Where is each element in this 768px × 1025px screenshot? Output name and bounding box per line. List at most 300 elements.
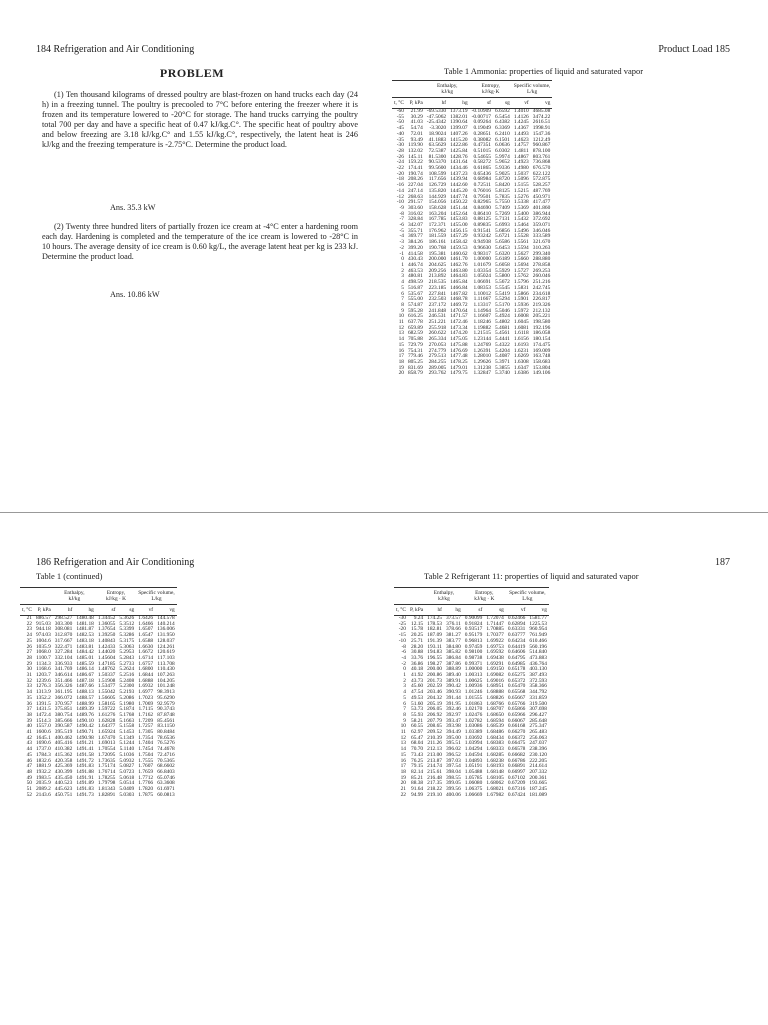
- col-hf: hf: [53, 605, 75, 616]
- table-cell: 6.0302: [494, 147, 510, 154]
- table-cell: 5.4924: [494, 313, 510, 320]
- table-cell: 65.0746: [157, 774, 175, 781]
- table-cell: 1467.82: [450, 290, 468, 297]
- table-cell: 1600.6: [35, 729, 51, 736]
- table-cell: 51: [26, 786, 32, 793]
- volume-group-header: Specific volume, L/kg: [136, 588, 177, 605]
- table-cell: 1.76714: [97, 768, 116, 775]
- table-cell: 5.5419: [494, 290, 510, 297]
- ammonia-table: [392, 80, 552, 377]
- table-cell: 1407.26: [450, 130, 468, 137]
- table-cell: 535.67: [407, 290, 423, 297]
- table-cell: 25: [26, 637, 32, 644]
- table-cell: 1.7659: [138, 768, 154, 775]
- table-cell: 117.656: [428, 176, 447, 183]
- table-cell: 251.221: [428, 319, 447, 326]
- table-cell: -24: [396, 159, 404, 166]
- table-cell: 1450.22: [450, 199, 468, 206]
- table-cell: 289.005: [428, 364, 447, 371]
- table-cell: 1.4010: [513, 108, 529, 114]
- table-cell: 140.214: [157, 620, 175, 627]
- table-cell: 610.466: [529, 637, 547, 644]
- table-cell: 0.65568: [507, 689, 526, 696]
- blank-header: [406, 81, 425, 98]
- table-cell: 361.195: [54, 689, 73, 696]
- table-cell: 132.02: [407, 147, 423, 154]
- running-header: 187: [715, 557, 730, 568]
- table-cell: 5.2843: [119, 654, 135, 661]
- table-cell: 107.263: [157, 672, 175, 679]
- table-cell: 1.4126: [513, 113, 529, 120]
- table-cell: 30.88: [411, 649, 424, 656]
- table-cell: 215.61: [427, 768, 442, 775]
- problem-1-answer: Ans. 35.3 kW: [110, 203, 156, 212]
- table-cell: 203.46: [427, 689, 442, 696]
- table-cell: 0.98738: [464, 654, 483, 661]
- table-cell: 1.78255: [97, 774, 116, 781]
- col-sg: sg: [117, 605, 136, 616]
- table-cell: 1478.25: [450, 358, 468, 365]
- table-cell: 1491.58: [76, 751, 94, 758]
- table-cell: 1.5901: [513, 296, 529, 303]
- table-cell: 1.68486: [486, 729, 504, 736]
- table-cell: -12: [396, 193, 404, 200]
- table-cell: 13: [398, 330, 404, 337]
- table-cell: 1239.6: [35, 677, 51, 684]
- table-cell: 0.66786: [507, 757, 526, 764]
- table-cell: 387.493: [529, 672, 547, 679]
- table-cell: 1.05191: [464, 763, 483, 770]
- table-cell: 1.16607: [473, 313, 491, 320]
- table-cell: 0.51015: [473, 147, 491, 154]
- table-cell: 342.07: [407, 222, 423, 229]
- table-cell: 960.954: [529, 626, 547, 633]
- table-cell: 5.4561: [494, 330, 510, 337]
- table-cell: 450.751: [54, 791, 73, 798]
- col-p: P, kPa: [408, 605, 425, 616]
- table-cell: 227.841: [428, 290, 447, 297]
- table-cell: 193.665: [529, 780, 547, 787]
- table-cell: 403.130: [529, 666, 547, 673]
- table-cell: -5: [399, 227, 404, 234]
- table-cell: 1469.72: [450, 301, 468, 308]
- col-t: t, °C: [394, 605, 408, 616]
- table-cell: 0.90099: [464, 615, 483, 621]
- table-cell: 436.764: [529, 660, 547, 667]
- table-cell: 1.5694: [513, 261, 529, 268]
- table-cell: 344.792: [529, 689, 547, 696]
- table-cell: 1.59722: [97, 706, 116, 713]
- table-cell: 193.11: [427, 643, 442, 650]
- table-cell: 1.56605: [97, 694, 116, 701]
- table-cell: 1.69922: [486, 637, 504, 644]
- table-cell: 291.57: [407, 199, 423, 206]
- table-cell: 1.4811: [514, 147, 529, 154]
- table-cell: 29: [26, 660, 32, 667]
- table-cell: 117.103: [157, 654, 175, 661]
- table-cell: -20: [396, 170, 404, 177]
- table-cell: 1.02170: [464, 706, 483, 713]
- table-cell: 1456.15: [450, 227, 468, 234]
- table-cell: 5.7550: [494, 199, 510, 206]
- table-cell: 5.0303: [119, 791, 135, 798]
- table-cell: 62.97: [411, 729, 424, 736]
- table-cell: 174.25: [427, 615, 442, 621]
- table-cell: 1.68888: [486, 689, 504, 696]
- table-cell: 200.361: [529, 774, 547, 781]
- table-cell: 1471.57: [450, 313, 468, 320]
- table-cell: 397.03: [445, 757, 461, 764]
- blank-header: [392, 81, 406, 98]
- table-cell: 14: [400, 746, 406, 753]
- table-cell: 572.875: [532, 176, 551, 183]
- table-cell: 63.5629: [428, 142, 447, 149]
- table-cell: 22: [400, 791, 406, 798]
- table-cell: 1.24769: [473, 341, 491, 348]
- table-cell: 206.05: [427, 706, 442, 713]
- blank-header: [408, 588, 425, 605]
- table-cell: 5.6993: [494, 222, 510, 229]
- table-cell: 21: [400, 786, 406, 793]
- table-cell: 498.59: [407, 279, 423, 286]
- table-cell: 1.01863: [464, 700, 483, 707]
- table-cell: 397.54: [445, 763, 461, 770]
- table-cell: 1487.66: [76, 683, 94, 690]
- table-cell: 1581.77: [529, 615, 547, 621]
- table-cell: 126.729: [428, 182, 447, 189]
- table-cell: 1.69438: [486, 654, 504, 661]
- table-cell: 61.6971: [157, 786, 175, 793]
- table-cell: 5.4087: [494, 353, 510, 360]
- table-cell: 1.6672: [138, 649, 154, 656]
- table-cell: -25: [398, 620, 406, 627]
- table-cell: 0.19049: [473, 125, 491, 132]
- table-cell: 0.65667: [507, 694, 526, 701]
- table-cell: 128.037: [157, 637, 175, 644]
- table-cell: 1474.20: [450, 330, 468, 337]
- table-cell: 5.3286: [119, 632, 135, 639]
- table-cell: 20: [400, 780, 406, 787]
- table-cell: 1.64377: [97, 723, 116, 730]
- table-cell: 4685.08: [532, 108, 551, 114]
- table-cell: -10: [398, 637, 406, 644]
- table-cell: 60.0813: [157, 791, 175, 798]
- table-cell: 196.55: [427, 654, 442, 661]
- table-cell: 358.366: [529, 683, 547, 690]
- table-cell: -0.00717: [471, 113, 491, 120]
- table-cell: 3: [403, 683, 406, 690]
- table-cell: 341.769: [54, 666, 73, 673]
- table-cell: 1.32847: [473, 370, 491, 377]
- table-cell: 1.6630: [138, 643, 154, 650]
- table-cell: 1437.23: [450, 170, 468, 177]
- table-cell: 1.00000: [473, 256, 491, 263]
- table-cell: 6.4382: [494, 119, 510, 126]
- table-cell: 0.65866: [507, 706, 526, 713]
- table-cell: 1.6547: [138, 632, 154, 639]
- table-cell: 1.6757: [138, 660, 154, 667]
- table-cell: 5.1663: [119, 717, 135, 724]
- table-cell: 0.66168: [507, 723, 526, 730]
- table-cell: 48: [26, 768, 32, 775]
- table-cell: 20: [398, 370, 404, 377]
- table-cell: 1.4367: [513, 125, 529, 132]
- table-cell: 255.918: [428, 324, 447, 331]
- table-cell: 0.64606: [507, 649, 526, 656]
- table-cell: 66.8403: [157, 768, 175, 775]
- table-cell: 60.55: [411, 723, 424, 730]
- table-cell: 2: [401, 267, 404, 274]
- table-cell: 70.70: [411, 746, 424, 753]
- table-cell: 17: [400, 763, 406, 770]
- table-cell: 223.185: [428, 284, 447, 291]
- table-cell: 1557.0: [35, 723, 51, 730]
- table-cell: 1.68238: [486, 757, 504, 764]
- table-cell: 247.14: [407, 187, 423, 194]
- table-cell: 76.25: [411, 757, 424, 764]
- table-cell: 5.6586: [494, 239, 510, 246]
- table-cell: 1453.83: [450, 216, 468, 223]
- table-cell: 960.867: [532, 142, 551, 149]
- col-t: t, °C: [20, 605, 34, 616]
- table-cell: 1488.57: [76, 694, 94, 701]
- table-cell: 1.69592: [486, 649, 504, 656]
- col-sg: sg: [484, 605, 506, 616]
- table-cell: 395.519: [54, 729, 73, 736]
- table-cell: 12.15: [411, 620, 424, 627]
- table-cell: 1.44020: [97, 649, 116, 656]
- table-cell: 53.73: [411, 706, 424, 713]
- table-cell: 1.70377: [486, 632, 504, 639]
- table-cell: 1.5762: [513, 273, 529, 280]
- table-cell: 45: [26, 751, 32, 758]
- table-cell: -9: [399, 204, 404, 211]
- table-cell: 5.3855: [494, 364, 510, 371]
- table-cell: 198.27: [427, 660, 442, 667]
- table-cell: 1.7257: [138, 723, 154, 730]
- table-cell: 1645.1: [35, 734, 51, 741]
- col-vf: vf: [512, 98, 531, 109]
- table-cell: 1.68383: [486, 740, 504, 747]
- table-cell: 1004.6: [35, 637, 51, 644]
- table-cell: 1.42433: [97, 643, 116, 650]
- table-cell: 1212.49: [532, 136, 551, 143]
- table-cell: 5.1244: [119, 740, 135, 747]
- table-cell: 1.00625: [464, 677, 483, 684]
- table-cell: 186.161: [428, 239, 447, 246]
- table-cell: 1.4980: [513, 165, 529, 172]
- table-cell: 1459.53: [450, 244, 468, 251]
- table-cell: 1475.05: [450, 336, 468, 343]
- table-cell: 1.6118: [514, 330, 529, 337]
- table-cell: 1.03389: [464, 729, 483, 736]
- table-cell: 1352.2: [35, 694, 51, 701]
- table-cell: 0.28651: [473, 130, 491, 137]
- table-cell: 158.683: [532, 358, 551, 365]
- table-cell: 68.6602: [157, 763, 175, 770]
- table-cell: -8: [401, 643, 406, 650]
- table-cell: 5.9025: [494, 170, 510, 177]
- col-hg: hg: [444, 605, 463, 616]
- table-cell: 332.104: [54, 654, 73, 661]
- table-cell: 1.5972: [513, 307, 529, 314]
- table-cell: 1.82891: [97, 791, 116, 798]
- table-cell: 1.05785: [464, 774, 483, 781]
- table-cell: 47.54: [411, 689, 424, 696]
- table-cell: 0.64419: [507, 643, 526, 650]
- table-cell: 202.59: [427, 683, 442, 690]
- table-cell: 944.18: [35, 626, 51, 633]
- table-cell: 5.2624: [119, 666, 135, 673]
- table-cell: 1.06375: [464, 786, 483, 793]
- table-cell: 394.49: [445, 729, 461, 736]
- table-cell: 5.9652: [494, 159, 510, 166]
- table-cell: 886.57: [35, 615, 51, 621]
- table-cell: 1.45604: [97, 654, 116, 661]
- table-cell: 1514.3: [35, 717, 51, 724]
- table-cell: 1491.21: [76, 740, 94, 747]
- table-cell: 90.5370: [428, 159, 447, 166]
- table-cell: 40.18: [411, 666, 424, 673]
- table-cell: 355.71: [407, 227, 423, 234]
- table-cell: 1.6269: [513, 353, 529, 360]
- table-cell: 0.65372: [507, 677, 526, 684]
- enthalpy-group-header: Enthalpy, kJ/kg: [425, 588, 463, 605]
- problem-1-text: (1) Ten thousand kilograms of dressed poultry are blast-frozen on hand trucks each day (24 h) in a freezing tunnel. The poultry is precooled to 7°C before entering the freezer where it is frozen and its temperature lowered to -20°C for storage. The hand trucks carrying the poultry total 700 per day and have a specific heat of 0.47 kJ/kg.C°. The specific heat of poultry above and below freezing are 3.18 kJ/kg.C° and 1.55 kJ/kg.C°, respectively, the latent heat is 246 kJ/kg and the freezing temperature is -2.75°C. Determine the product load.: [42, 90, 358, 149]
- table-cell: 1.6156: [513, 336, 529, 343]
- table-cell: 265.483: [529, 729, 547, 736]
- table-cell: 383.77: [445, 637, 461, 644]
- table-cell: 219.10: [427, 791, 442, 798]
- table-cell: 1.28010: [473, 353, 491, 360]
- table-cell: 85.21: [411, 774, 424, 781]
- table-cell: 144.578: [157, 615, 175, 621]
- table-cell: 1.50337: [97, 672, 116, 679]
- table-cell: 399.56: [445, 786, 461, 793]
- table-cell: 761.949: [529, 632, 547, 639]
- table-cell: 399.20: [407, 244, 423, 251]
- table-cell: 2143.6: [35, 791, 51, 798]
- table-cell: 682.59: [407, 330, 423, 337]
- table-cell: 3474.22: [532, 113, 551, 120]
- table-cell: 1.6714: [138, 654, 154, 661]
- table-cell: 1.05488: [464, 768, 483, 775]
- table-cell: 676.570: [532, 165, 551, 172]
- table-cell: 0.62466: [507, 615, 526, 621]
- table-cell: 5.2086: [119, 694, 135, 701]
- table-cell: 0.76016: [473, 187, 491, 194]
- table-cell: 1484.42: [76, 649, 94, 656]
- table-cell: 1.4493: [513, 130, 529, 137]
- table-cell: 1.18246: [473, 319, 491, 326]
- table-cell: 5.6189: [494, 256, 510, 263]
- table-cell: 10: [398, 313, 404, 320]
- table-cell: 0.66475: [507, 740, 526, 747]
- table-cell: 1483.81: [76, 643, 94, 650]
- table-cell: 1477.48: [450, 353, 468, 360]
- table-cell: 803.761: [532, 153, 551, 160]
- table-cell: 198.580: [532, 319, 551, 326]
- table-cell: -28: [396, 147, 404, 154]
- table-cell: 1.69150: [486, 666, 504, 673]
- table-cell: 42: [26, 734, 32, 741]
- table-caption: Table 2 Refrigerant 11: properties of liquid and saturated vapor: [424, 571, 639, 581]
- table-cell: 1.68951: [486, 683, 504, 690]
- table-cell: 1.75174: [97, 763, 116, 770]
- table-cell: 2035.9: [35, 780, 51, 787]
- table-cell: 274.779: [428, 347, 447, 354]
- running-header: 184 Refrigeration and Air Conditioning: [36, 44, 195, 55]
- table-cell: 98.3913: [157, 689, 175, 696]
- table-cell: 145.11: [408, 153, 423, 160]
- table-cell: 5.2408: [119, 677, 135, 684]
- table-cell: -15: [398, 632, 406, 639]
- table-cell: 5.6856: [494, 227, 510, 234]
- table-cell: 1.04594: [464, 751, 483, 758]
- table-cell: -2: [401, 660, 406, 667]
- table-cell: 226.817: [532, 296, 551, 303]
- table-cell: 463.53: [407, 267, 423, 274]
- table-cell: 5.7409: [494, 204, 510, 211]
- table-cell: 0.68984: [473, 176, 491, 183]
- table-cell: 0.65470: [507, 683, 526, 690]
- table-cell: 222.205: [529, 757, 547, 764]
- table-cell: 1.6932: [138, 683, 154, 690]
- table-cell: 92.9579: [157, 700, 175, 707]
- table-cell: 1465.84: [450, 279, 468, 286]
- table-cell: 5.1036: [119, 751, 135, 758]
- table-cell: 1451.44: [450, 204, 468, 211]
- table-cell: 1.7454: [138, 746, 154, 753]
- running-header: Product Load 185: [658, 44, 730, 55]
- table-cell: 387.86: [445, 660, 461, 667]
- table-cell: 1.5432: [513, 216, 529, 223]
- table-cell: 5.8720: [494, 176, 510, 183]
- table-row: [20, 793, 177, 799]
- table-cell: 190.74: [407, 170, 423, 177]
- table-cell: 1431.5: [35, 706, 51, 713]
- table-cell: 181.559: [428, 233, 447, 240]
- table-cell: 83.1150: [157, 723, 175, 730]
- table-cell: 1479.75: [450, 370, 468, 377]
- table-cell: 398.04: [445, 768, 461, 775]
- table-cell: 5.5170: [494, 301, 510, 308]
- table-cell: 1.5796: [513, 279, 529, 286]
- table-cell: 0.66270: [507, 729, 526, 736]
- table-cell: 399.05: [445, 780, 461, 787]
- table-cell: 0.93517: [464, 626, 483, 633]
- table-cell: 1.69013: [97, 740, 116, 747]
- table-cell: 5.5672: [494, 279, 510, 286]
- table-cell: 1480.48: [76, 615, 94, 621]
- table-cell: 72.5387: [428, 147, 447, 154]
- table-cell: 52: [26, 791, 32, 798]
- table-cell: 158.628: [428, 204, 447, 211]
- table-cell: 1.68650: [486, 711, 504, 718]
- table-cell: 5.6721: [494, 233, 510, 240]
- table-cell: 49.53: [411, 694, 424, 701]
- table-cell: 213.892: [428, 273, 447, 280]
- table-cell: 1832.6: [35, 757, 51, 764]
- table-cell: 5.0514: [119, 780, 135, 787]
- table-cell: 19: [400, 774, 406, 781]
- table-cell: 186.058: [532, 330, 551, 337]
- table-cell: 1203.7: [35, 672, 51, 679]
- table-cell: -40: [396, 130, 404, 137]
- table-cell: 1.7023: [138, 694, 154, 701]
- page-184: [0, 0, 384, 512]
- table-cell: 37: [26, 706, 32, 713]
